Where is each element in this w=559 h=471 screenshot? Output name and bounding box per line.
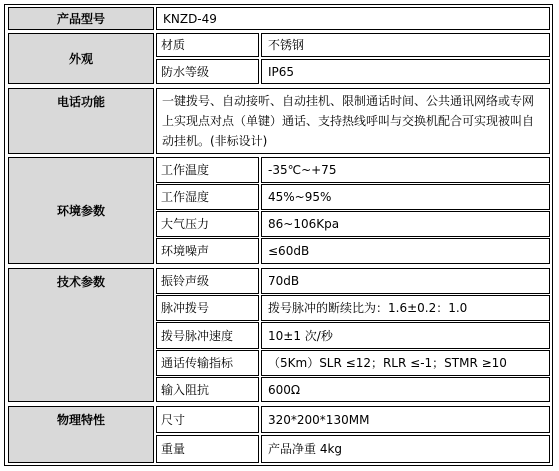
appearance-header: 外观 (8, 33, 154, 84)
transmission-value: （5Km）SLR ≤12；RLR ≤-1；STMR ≥10 (261, 350, 550, 376)
impedance-value: 600Ω (261, 377, 550, 402)
waterproof-value: IP65 (261, 59, 550, 84)
model-header: 产品型号 (8, 7, 154, 30)
size-value: 320*200*130MM (261, 406, 550, 433)
pulse-speed-value: 10±1 次/秒 (261, 322, 550, 349)
material-label: 材质 (156, 33, 259, 57)
pressure-label: 大气压力 (156, 211, 259, 237)
work-temp-value: -35℃~+75 (261, 157, 550, 183)
physical-header: 物理特性 (8, 406, 154, 463)
pulse-dial-label: 脉冲拨号 (156, 295, 259, 321)
waterproof-label: 防水等级 (156, 59, 259, 84)
pressure-value: 86~106Kpa (261, 211, 550, 237)
ring-level-value: 70dB (261, 268, 550, 294)
weight-label: 重量 (156, 435, 259, 463)
pulse-speed-label: 拨号脉冲速度 (156, 322, 259, 349)
impedance-label: 输入阻抗 (156, 377, 259, 402)
technical-header: 技术参数 (8, 268, 154, 402)
noise-label: 环境噪声 (156, 238, 259, 264)
work-humidity-label: 工作湿度 (156, 184, 259, 210)
work-temp-label: 工作温度 (156, 157, 259, 183)
phone-function-header: 电话功能 (8, 88, 154, 154)
transmission-label: 通话传输指标 (156, 350, 259, 376)
ring-level-label: 振铃声级 (156, 268, 259, 294)
phone-function-text: 一键拨号、自动接听、自动挂机、限制通话时间、公共通讯网络或专网上实现点对点（单键）通话、支持热线呼叫与交换机配合可实现被叫自动挂机。(非标设计) (156, 88, 550, 154)
environment-header: 环境参数 (8, 157, 154, 264)
size-label: 尺寸 (156, 406, 259, 433)
pulse-dial-value: 拨号脉冲的断续比为：1.6±0.2：1.0 (261, 295, 550, 321)
model-value: KNZD-49 (156, 7, 550, 30)
work-humidity-value: 45%~95% (261, 184, 550, 210)
noise-value: ≤60dB (261, 238, 550, 264)
weight-value: 产品净重 4kg (261, 435, 550, 463)
material-value: 不锈钢 (261, 33, 550, 57)
